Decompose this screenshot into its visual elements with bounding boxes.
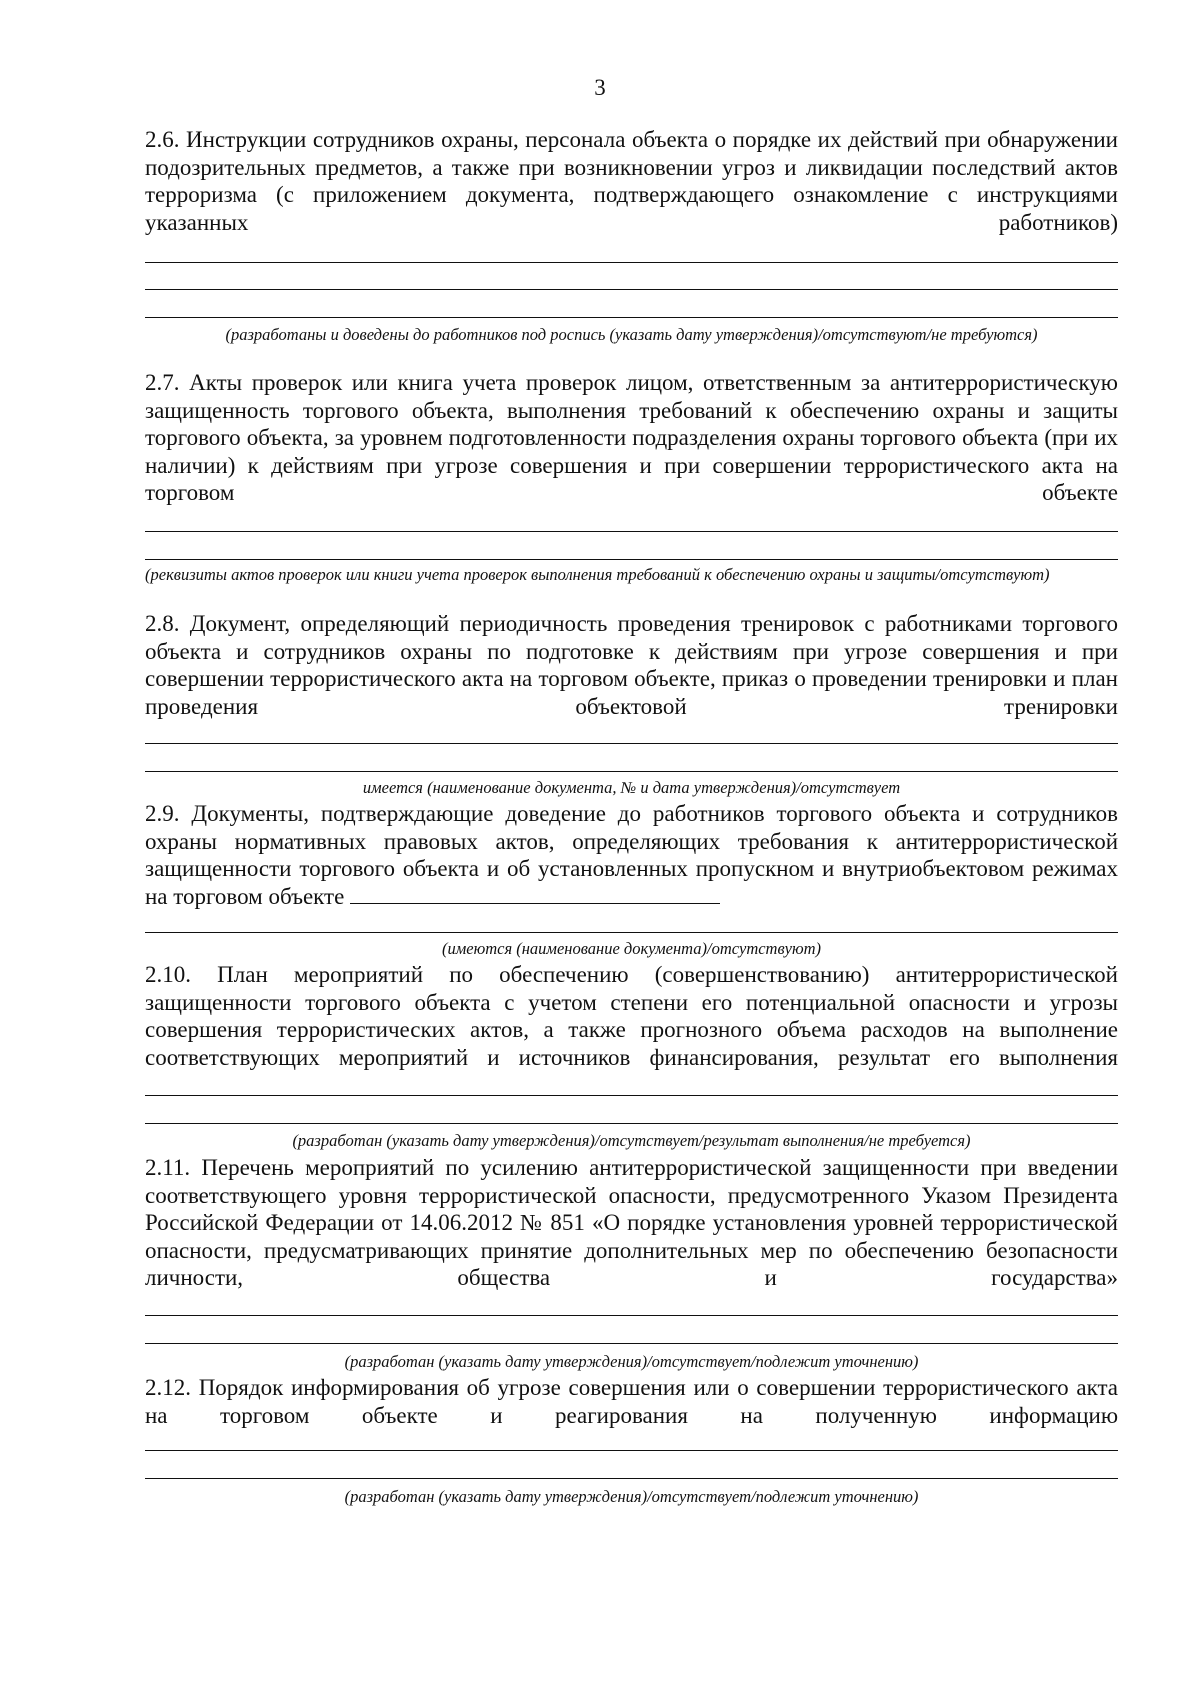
fill-line bbox=[145, 289, 1118, 290]
item-2-8 bbox=[145, 610, 1118, 720]
fill-line bbox=[145, 1343, 1118, 1344]
fill-line bbox=[145, 262, 1118, 263]
page-number: 3 bbox=[594, 75, 606, 100]
item-note: (имеются (наименование документа)/отсутствуют) bbox=[441, 939, 822, 958]
item-2-10 bbox=[145, 961, 1118, 1071]
item-2-6 bbox=[145, 126, 1118, 236]
item-text: 2.12. Порядок информирования об угрозе совершения или о совершении террористического акта на торговом объекте и реагирования на полученную информацию bbox=[145, 1375, 1118, 1428]
item-text bbox=[145, 800, 1118, 910]
item-note: (разработан (указать дату утверждения)/отсутствует/подлежит уточнению) bbox=[344, 1352, 919, 1371]
fill-line bbox=[145, 317, 1118, 318]
fill-line bbox=[145, 932, 1118, 933]
fill-line bbox=[145, 1315, 1118, 1316]
fill-line bbox=[145, 743, 1118, 744]
item-text: 2.8. Документ, определяющий периодичность проведения тренировок с работниками торгового объекта и сотрудников охраны по подготовке к действиям при угрозе совершения и при совершении террористического акта на торговом объекте, приказ о проведении тренировки и план проведения объектовой тренировки bbox=[145, 611, 1118, 719]
item-text: 2.7. Акты проверок или книга учета проверок лицом, ответственным за антитеррористическую защищенность торгового объекта, выполнения требований к обеспечению охраны и защиты торгового объекта, за уровнем подготовленности подразделения охраны торгового объекта (при их наличии) к действиям при угрозе совершения и при совершении террористического акта на торговом объекте bbox=[145, 370, 1118, 505]
item-note: имеется (наименование документа, № и дата утверждения)/отсутствует bbox=[362, 778, 901, 797]
item-2-9 bbox=[145, 800, 1118, 910]
item-2-11 bbox=[145, 1154, 1118, 1292]
item-text: 2.6. Инструкции сотрудников охраны, персонала объекта о порядке их действий при обнаружении подозрительных предметов, а также при возникновении угроз и ликвидации последствий актов терроризма (с приложением документа, подтверждающего ознакомление с инструкциями указанных работников) bbox=[145, 127, 1118, 235]
item-text: 2.11. Перечень мероприятий по усилению антитеррористической защищенности при введении соответствующего уровня террористической опасности, предусмотренного Указом Президента Российской Федерации от 14.06.2012 № 851 «О порядке установления уровней террористической опасности, предусматривающих принятие дополнительных мер по обеспечению безопасности личности, общества и государства» bbox=[145, 1155, 1118, 1290]
item-text-body: 2.9. Документы, подтверждающие доведение до работников торгового объекта и сотрудников охраны нормативных правовых актов, определяющих требования к антитеррористической защищенности торгового объекта и об установленных пропускном и внутриобъектовом режимах на торговом объекте bbox=[145, 801, 1118, 909]
fill-line bbox=[145, 1123, 1118, 1124]
item-2-12 bbox=[145, 1374, 1118, 1429]
item-note: (реквизиты актов проверок или книги учета проверок выполнения требований к обеспечению охраны и защиты/отсутствуют) bbox=[145, 565, 1050, 584]
item-note: (разработан (указать дату утверждения)/отсутствует/результат выполнения/не требуется) bbox=[292, 1131, 971, 1150]
inline-fill-line bbox=[350, 883, 720, 904]
fill-line bbox=[145, 531, 1118, 532]
fill-line bbox=[145, 1450, 1118, 1451]
item-note: (разработан (указать дату утверждения)/отсутствует/подлежит уточнению) bbox=[344, 1487, 919, 1506]
fill-line bbox=[145, 1478, 1118, 1479]
fill-line bbox=[145, 1095, 1118, 1096]
fill-line bbox=[145, 559, 1118, 560]
fill-line bbox=[145, 771, 1118, 772]
item-2-7 bbox=[145, 369, 1118, 507]
item-text: 2.10. План мероприятий по обеспечению (совершенствованию) антитеррористической защищенности торгового объекта с учетом степени его потенциальной опасности и угрозы совершения террористических актов, а также прогнозного объема расходов на выполнение соответствующих мероприятий и источников финансирования, результат его выполнения bbox=[145, 962, 1118, 1070]
item-note: (разработаны и доведены до работников под роспись (указать дату утверждения)/отсутствуют/не требуются) bbox=[225, 325, 1038, 344]
